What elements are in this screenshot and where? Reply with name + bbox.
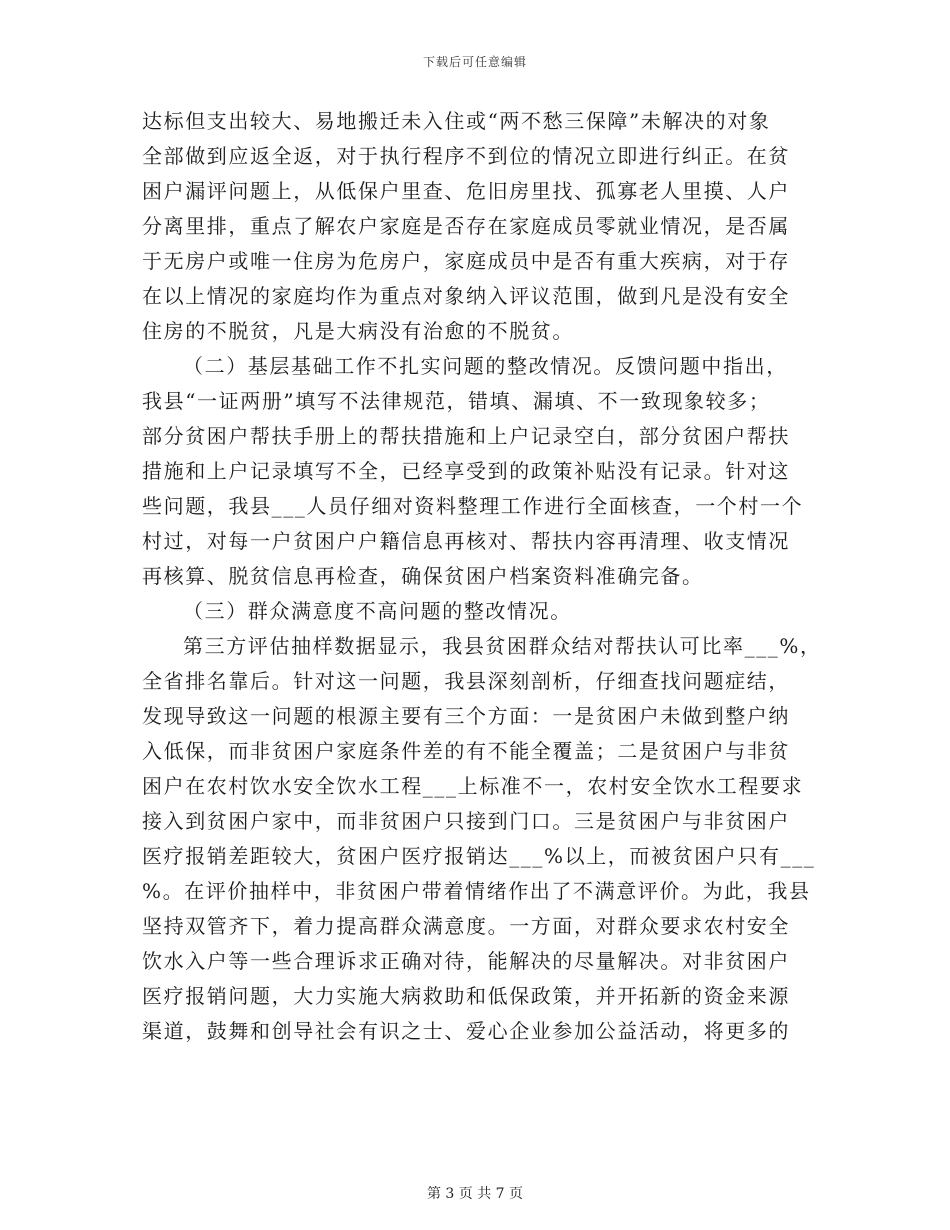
body-line: 接入到贫困户家中，而非贫困户只接到门口。三是贫困户与非贫困户: [142, 809, 790, 833]
body-line: 医疗报销问题，大力实施大病救助和低保政策，并开拓新的资金来源: [142, 984, 790, 1008]
document-body: [142, 104, 822, 1049]
body-line: 全部做到应返全返，对于执行程序不到位的情况立即进行纠正。在贫: [142, 144, 790, 168]
body-line: 我县“一证两册”填写不法律规范，错填、漏填、不一致现象较多；: [142, 389, 771, 413]
body-line: 达标但支出较大、易地搬迁未入住或“两不愁三保障”未解决的对象: [142, 109, 771, 133]
body-line: 全省排名靠后。针对这一问题，我县深刻剖析，仔细查找问题症结，: [142, 669, 790, 693]
page-footer: 第 3 页 共 7 页: [426, 1186, 524, 1202]
body-line: 困户漏评问题上，从低保户里查、危旧房里找、孤寡老人里摸、人户: [142, 179, 790, 203]
body-line: 措施和上户记录填写不全，已经享受到的政策补贴没有记录。针对这: [142, 459, 790, 483]
body-line: 入低保，而非贫困户家庭条件差的有不能全覆盖；二是贫困户与非贫: [142, 739, 790, 763]
section-heading-3: （三）群众满意度不高问题的整改情况。: [183, 599, 572, 623]
body-line: 村过，对每一户贫困户户籍信息再核对、帮扶内容再清理、收支情况: [142, 529, 790, 553]
body-line: 些问题，我县___人员仔细对资料整理工作进行全面核查，一个村一个: [142, 494, 804, 518]
body-line: 部分贫困户帮扶手册上的帮扶措施和上户记录空白，部分贫困户帮扶: [142, 424, 790, 448]
page-header: 下载后可任意编辑: [422, 55, 527, 69]
body-line: 困户在农村饮水安全饮水工程___上标准不一，农村安全饮水工程要求: [142, 774, 804, 798]
paragraph-start: 第三方评估抽样数据显示，我县贫困群众结对帮扶认可比率___%，: [183, 634, 822, 658]
section-heading-2: （二）基层基础工作不扎实问题的整改情况。反馈问题中指出，: [183, 354, 788, 378]
body-line: 在以上情况的家庭均作为重点对象纳入评议范围，做到凡是没有安全: [142, 284, 790, 308]
body-line: 饮水入户等一些合理诉求正确对待，能解决的尽量解决。对非贫困户: [142, 949, 790, 973]
body-line: 于无房户或唯一住房为危房户，家庭成员中是否有重大疾病，对于存: [142, 249, 790, 273]
body-line: 坚持双管齐下，着力提高群众满意度。一方面，对群众要求农村安全: [142, 914, 790, 938]
body-line: 渠道，鼓舞和创导社会有识之士、爱心企业参加公益活动，将更多的: [142, 1019, 790, 1043]
body-line: %。在评价抽样中，非贫困户带着情绪作出了不满意评价。为此，我县: [142, 879, 811, 903]
body-line: 医疗报销差距较大，贫困户医疗报销达___%以上，而被贫困户只有___: [142, 844, 816, 868]
body-line: 再核算、脱贫信息再检查，确保贫困户档案资料准确完备。: [142, 564, 704, 588]
body-line: 发现导致这一问题的根源主要有三个方面：一是贫困户未做到整户纳: [142, 704, 790, 728]
body-line: 分离里排，重点了解农户家庭是否存在家庭成员零就业情况，是否属: [142, 214, 790, 238]
body-line: 住房的不脱贫，凡是大病没有治愈的不脱贫。: [142, 319, 574, 343]
